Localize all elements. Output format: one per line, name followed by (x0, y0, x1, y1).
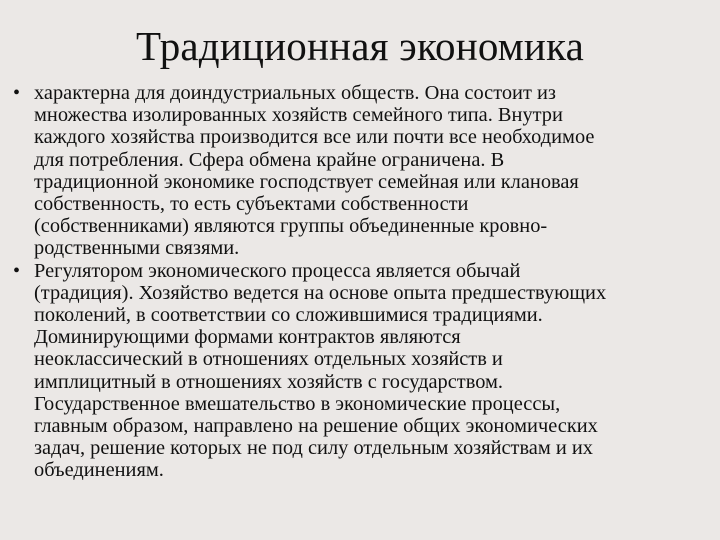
bullet-text-line: Доминирующими формами контрактов являются (34, 326, 461, 349)
bullet-text-line: собственность, то есть субъектами собственности (34, 193, 469, 216)
bullet-list (0, 82, 720, 482)
bullet-text-line: для потребления. Сфера обмена крайне ограничена. В (34, 148, 505, 171)
bullet-text-line: объединениям. (34, 459, 164, 482)
bullet-text-line: задач, решение которых не под силу отдельным хозяйствам и их (34, 437, 593, 460)
bullet-text-line: (традиция). Хозяйство ведется на основе опыта предшествующих (34, 281, 607, 304)
bullet-point-icon: • (13, 259, 21, 282)
bullet-text-line: каждого хозяйства производится все или почти все необходимое (34, 126, 595, 149)
slide-title: Традиционная экономика (136, 23, 584, 69)
bullet-text-line: традиционной экономике господствует семейная или клановая (34, 170, 579, 193)
bullet-point-icon: • (13, 82, 21, 104)
bullet-text-line: родственными связями. (34, 237, 240, 260)
bullet-item-traditional-economy-definition (0, 82, 720, 260)
bullet-item-economic-regulation (0, 260, 720, 482)
bullet-text-line: (собственниками) являются группы объединенные кровно- (34, 215, 548, 238)
bullet-text-line: Регулятором экономического процесса является обычай (34, 259, 521, 282)
bullet-text-line: Государственное вмешательство в экономические процессы, (34, 392, 561, 415)
bullet-text-line: характерна для доиндустриальных обществ. Она состоит из (34, 82, 556, 104)
bullet-text-line: поколений, в соответствии со сложившимися традициями. (34, 304, 543, 327)
bullet-text-line: имплицитный в отношениях хозяйств с государством. (34, 370, 504, 393)
bullet-text-line: главным образом, направлено на решение общих экономических (34, 415, 598, 438)
bullet-text-line: множества изолированных хозяйств семейного типа. Внутри (34, 104, 563, 127)
bullet-text-line: неоклассический в отношениях отдельных хозяйств и (34, 348, 503, 371)
